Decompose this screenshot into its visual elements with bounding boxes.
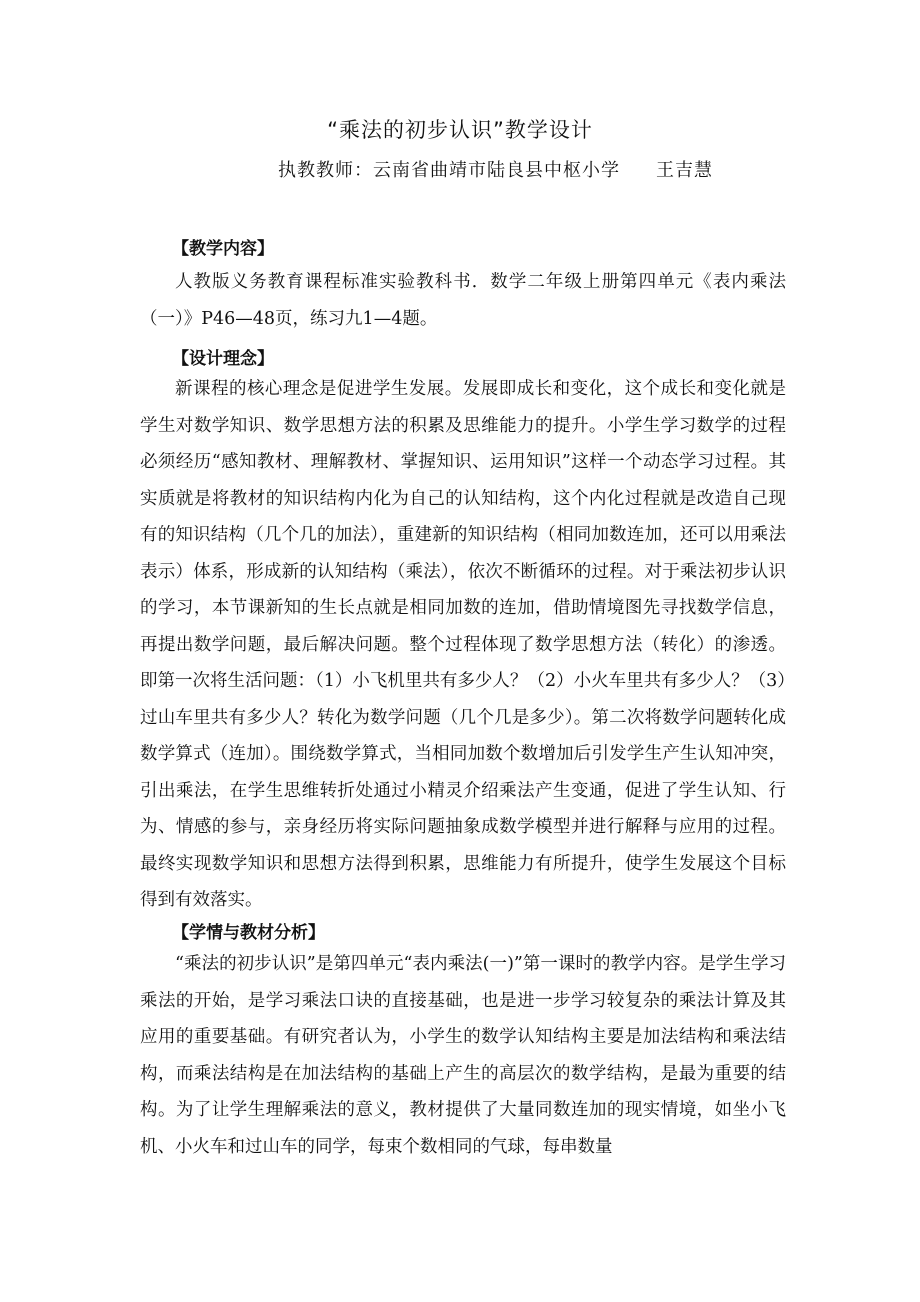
section-paragraph-analysis: “乘法的初步认识”是第四单元“表内乘法(一)”第一课时的教学内容。是学生学习乘法的开始，是学习乘法口诀的直接基础，也是进一步学习较复杂的乘法计算及其应用的重要基础。有研究者认为，小学生的数学认知结构主要是加法结构和乘法结构，而乘法结构是在加法结构的基础上产生的高层次的数学结构，是最为重要的结构。为了让学生理解乘法的意义，教材提供了大量同数连加的现实情境，如坐小飞机、小火车和过山车的同学，每束个数相同的气球，每串数量 xyxy=(140,954,786,1157)
author-line xyxy=(278,156,713,182)
section-paragraph-content: 人教版义务教育课程标准实验教科书．数学二年级上册第四单元《表内乘法（一）》P46—48页，练习九1—4题。 xyxy=(140,272,786,329)
section-heading-content: 【教学内容】 xyxy=(172,239,274,259)
section-heading-analysis: 【学情与教材分析】 xyxy=(172,923,325,943)
document-title: “乘法的初步认识”教学设计 xyxy=(327,118,593,142)
section-paragraph-philosophy: 新课程的核心理念是促进学生发展。发展即成长和变化，这个成长和变化就是学生对数学知识、数学思想方法的积累及思维能力的提升。小学生学习数学的过程必须经历“感知教材、理解教材、掌握知识、运用知识”这样一个动态学习过程。其实质就是将教材的知识结构内化为自己的认知结构，这个内化过程就是改造自己现有的知识结构（几个几的加法），重建新的知识结构（相同加数连加，还可以用乘法表示）体系，形成新的认知结构（乘法），依次不断循环的过程。对于乘法初步认识的学习，本节课新知的生长点就是相同加数的连加，借助情境图先寻找数学信息，再提出数学问题，最后解决问题。整个过程体现了数学思想方法（转化）的渗透。即第一次将生活问题：（1）小飞机里共有多少人？（2）小火车里共有多少人？（3）过山车里共有多少人？转化为数学问题（几个几是多少）。第二次将数学问题转化成数学算式（连加）。围绕数学算式，当相同加数个数增加后引发学生产生认知冲突，引出乘法，在学生思维转折处通过小精灵介绍乘法产生变通，促进了学生认知、行为、情感的参与，亲身经历将实际问题抽象成数学模型并进行解释与应用的过程。最终实现数学知识和思想方法得到积累，思维能力有所提升，使学生发展这个目标得到有效落实。 xyxy=(140,379,786,910)
author-label: 执教教师：云南省曲靖市陆良县中枢小学 xyxy=(278,160,620,181)
author-name: 王吉慧 xyxy=(656,160,713,181)
section-heading-philosophy: 【设计理念】 xyxy=(172,349,274,369)
